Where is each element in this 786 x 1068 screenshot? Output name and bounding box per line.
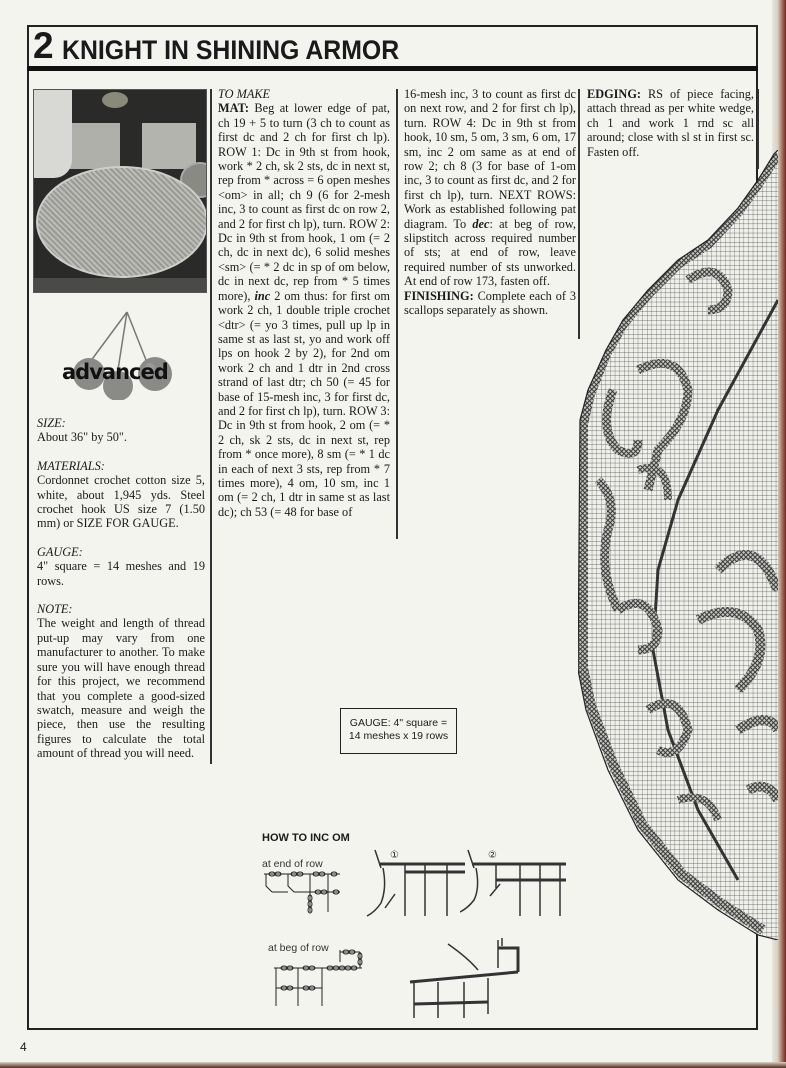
size-section	[37, 416, 205, 445]
materials-section	[37, 459, 205, 531]
difficulty-badge	[60, 310, 180, 400]
beg-of-row-label: at beg of row	[268, 942, 329, 954]
finishing-text: Complete each of 3 scallops separately as shown.	[404, 288, 576, 318]
page-bottom-edge	[0, 1062, 786, 1068]
edging-column	[587, 87, 754, 159]
inc-om-step-1-illustration	[365, 848, 465, 918]
beg-of-row-illustration	[408, 938, 528, 1018]
to-make-label: TO MAKE	[218, 87, 271, 101]
note-text: The weight and length of thread put-up may vary from one manufacturer to another. To make sure you will have enough thread for this project, we recommend that you complete a good-sized swatch, measure and weigh the piece, then use the resulting figures to calculate the total amount of thread you will need.	[37, 616, 205, 761]
gauge-callout-line-1: GAUGE: 4" square =	[349, 717, 448, 729]
column-divider	[396, 89, 398, 539]
note-label: NOTE:	[37, 602, 73, 617]
column-divider	[210, 89, 212, 764]
materials-label: MATERIALS:	[37, 458, 105, 473]
specs-column	[37, 416, 205, 775]
gauge-text: 4" square = 14 meshes and 19 rows.	[37, 559, 205, 588]
finishing-label: FINISHING:	[404, 288, 474, 303]
size-label: SIZE:	[37, 416, 66, 430]
to-make-column	[218, 87, 390, 519]
gauge-section	[37, 545, 205, 588]
photo-flower-arrangement	[102, 92, 128, 108]
end-of-row-label: at end of row	[262, 858, 323, 870]
continued-instructions-2: : at beg of row, slipstitch across required number of sts; at end of row, leave required number of sts unworked. At end of row 173, fasten off.	[404, 216, 576, 289]
difficulty-label: advanced	[62, 360, 168, 384]
note-section	[37, 602, 205, 760]
end-of-row-symbol-diagram	[262, 868, 342, 918]
gauge-label: GAUGE:	[37, 544, 83, 559]
gauge-callout-box	[340, 708, 457, 754]
continued-instructions-1: 16-mesh inc, 3 to count as first dc on next row, and 2 for first ch lp), turn. ROW 4: Dc in 9th st from hook, 10 sm, 5 om, 3 sm, 6 om, 17 sm, inc 2 om same as at end of row 2; ch 8 (3 for base of 1-om inc, 3 to count as first dc, and 2 for first ch lp), turn. NEXT ROWS: Work as established following pat diagram. To	[404, 87, 576, 231]
how-to-inc-title: HOW TO INC OM	[262, 832, 350, 844]
inc-om-step-2-illustration	[460, 848, 570, 918]
photo-table-edge	[34, 278, 207, 293]
materials-text: Cordonnet crochet cotton size 5, white, about 1,945 yds. Steel crochet hook US size 7 (1.50 mm) or SIZE FOR GAUGE.	[37, 473, 205, 531]
mat-instructions-2: 2 om thus: for first om work 2 ch, 1 double triple crochet <dtr> (= yo 3 times, pull up lp in same st as last st, yo and work off lps on hook 2 by 2), for 2nd om work 2 ch and 1 dtr in 2nd cross strand of last dtr; ch 50 (= 45 for base of 15-mesh inc, 3 for first dc, and 2 for first ch lp), turn. ROW 3: Dc in 9th st from hook, 2 om (= * 2 ch, sk 2 sts, dc in next st, rep from * once more), 8 sm (= * 1 dc in each of next 3 sts, rep from * 7 times more), 4 om, 10 sm, inc 1 om (= 2 ch, 1 dtr in same st as last dc); ch 53 (= 48 for base of	[218, 288, 390, 519]
mat-label: MAT:	[218, 101, 249, 116]
photo-chair	[142, 123, 196, 169]
size-text: About 36" by 50".	[37, 430, 127, 445]
gauge-callout-line-2: 14 meshes x 19 rows	[348, 730, 449, 742]
doily-photo	[33, 89, 207, 293]
title-bar	[27, 25, 758, 71]
filet-grid-diagram	[578, 150, 778, 940]
page-title: KNIGHT IN SHINING ARMOR	[61, 35, 399, 65]
filet-pattern-chart	[578, 150, 778, 940]
continued-column	[404, 87, 576, 318]
dec-label: dec	[472, 216, 490, 231]
mat-instructions-1: Beg at lower edge of pat, ch 19 + 5 to turn (3 ch to count as first dc and 2 ch for first ch lp). ROW 1: Dc in 9th st from hook, work * 2 ch, sk 2 sts, dc in next st, rep from * across = 6 open meshes <om> in all; ch 9 (6 for 2-mesh inc, 3 to count as first dc on row 2, and 2 for first ch lp), turn. ROW 2: Dc in 9th st from hook, 1 om (= 2 ch, dc in next dc), 6 solid meshes <sm> (= * 2 dc in sp of om below, dc in next dc, rep from * 5 times more),	[218, 101, 390, 303]
photo-chair	[68, 123, 120, 169]
pattern-number: 2	[33, 25, 53, 66]
inc-label: inc	[254, 288, 271, 303]
beg-of-row-symbol-diagram	[272, 948, 372, 1008]
step-1-marker: ①	[390, 850, 399, 861]
edging-label: EDGING:	[587, 87, 641, 101]
step-2-marker: ②	[488, 850, 497, 861]
page-number: 4	[20, 1040, 27, 1054]
edging-text: RS of piece facing, attach thread as per white wedge, ch 1 and work 1 rnd sc all around; close with sl st in first sc. Fasten off.	[587, 87, 754, 159]
photo-doily	[36, 166, 207, 278]
photo-lamp	[34, 90, 72, 178]
cherries-icon	[60, 310, 180, 400]
